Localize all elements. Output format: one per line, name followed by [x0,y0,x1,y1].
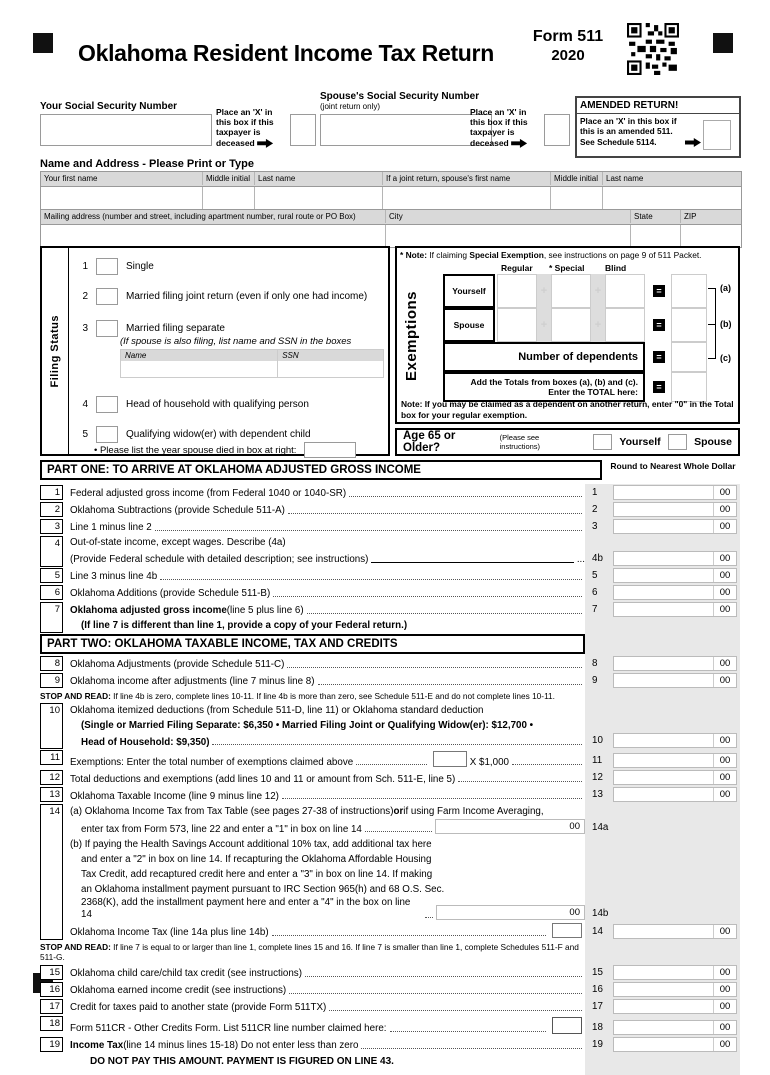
line-19-numbox: 19 [40,1037,63,1052]
line-16-text: Oklahoma earned income credit (see instructions) [70,984,287,996]
line-2-numbox: 2 [40,502,63,517]
form-id [518,27,618,66]
line-4: 4 Out-of-state income, except wages. Describe (4a) (Provide Federal schedule with detailed description; see instructions) ... 4b 00 [40,535,740,567]
stop-read-1-label: STOP AND READ: [40,691,111,701]
do-not-pay-note: DO NOT PAY THIS AMOUNT. PAYMENT IS FIGURED ON LINE 43. [90,1055,394,1067]
line-7-bold: Oklahoma adjusted gross income [70,605,227,617]
line-17-text: Credit for taxes paid to another state (provide Form 511TX) [70,1001,327,1013]
line-11-exemption-count-box[interactable] [433,751,467,767]
line-17-numbox: 17 [40,999,63,1014]
married-separate-label: Married filing separate [126,323,225,334]
zip-header: ZIP [684,212,697,221]
line-14-amount[interactable]: 00 [613,924,737,939]
filing-status-option-single: 1 Single [78,258,154,275]
single-checkbox[interactable] [96,258,118,275]
state-input[interactable] [631,225,681,247]
bracket-line [715,288,716,358]
line-9-text: Oklahoma income after adjustments (line 7 minus line 8) [70,676,315,688]
line-5-text: Line 3 minus line 4b [70,571,158,583]
line-10-text2: (Single or Married Filing Separate: $6,350 • Married Filing Joint or Qualifying Widow(er): $12,700 • [81,719,534,731]
city-header: City [386,210,631,223]
line-10: 10 Oklahoma itemized deductions (from Schedule 511-D, line 11) or Oklahoma standard deduction (Single or Married Filing Separate: $6,350 • Married Filing Joint or Qualifying Widow(er): $12,700 • Head of Household: $9,350) 10 00 [40,702,740,749]
spouse-last-name-header: Last name [606,174,644,183]
special-column-header: * Special [549,263,585,273]
equals-sign: = [653,319,665,331]
line-4b-amount[interactable]: 00 [613,551,737,566]
line-18-credit-number-box[interactable] [552,1017,582,1034]
round-note: Round to Nearest Whole Dollar [610,461,736,471]
line-15: 15 Oklahoma child care/child tax credit (see instructions) 15 00 [40,964,740,981]
line-2-text: Oklahoma Subtractions (provide Schedule 511-A) [70,505,285,517]
page-title: Oklahoma Resident Income Tax Return [78,40,494,66]
yourself-regular-box[interactable] [497,274,537,308]
line-14b-text5: 2368(K), add the installment payment here and enter a "4" in the box on line 14 [81,897,411,921]
line-2-amount[interactable]: 00 [613,502,737,517]
line-18-numbox: 18 [40,1016,63,1031]
equals-sign: = [653,351,665,363]
age-65-sub: (Please see instructions) [499,433,541,451]
part-one-header: PART ONE: TO ARRIVE AT OKLAHOMA ADJUSTED GROSS INCOME [40,460,602,480]
filing-status-side-label: Filing Status [49,314,61,388]
spouse-name-header: Name [121,350,278,361]
spouse-middle-initial-input[interactable] [551,187,603,209]
filing-status-option-hoh: 4 Head of household with qualifying person [78,396,309,413]
amended-return-checkbox[interactable] [703,120,731,150]
line-9: 9 Oklahoma income after adjustments (line 7 minus line 8) 9 00 [40,672,740,689]
form-year: 2020 [551,47,585,64]
bracket-tick-a [708,288,716,289]
line-14-code-box[interactable] [552,923,582,938]
age-65-spouse-label: Spouse [694,436,732,448]
spouse-ssn-header: SSN [282,351,299,360]
exemptions-side [399,278,423,394]
form-lines [40,484,740,1075]
line-1-text: Federal adjusted gross income (from Federal 1040 or 1040-SR) [70,488,347,500]
your-deceased-note: Place an 'X' in this box if this taxpayer is deceased [216,107,274,148]
line-6-numbox: 6 [40,585,63,600]
line-10-amount[interactable]: 00 [613,733,737,748]
spouse-blind-box[interactable] [605,308,645,342]
plus-sign: + [591,274,605,308]
line-7-numbox: 7 [40,602,63,633]
line-9-numbox: 9 [40,673,63,688]
line-14-total-text: Oklahoma Income Tax (line 14a plus line 14b) [70,927,269,939]
spouse-ssn-input[interactable] [320,114,492,146]
line-14b-text4: an Oklahoma installment payment pursuant to IRC Section 965(h) and 68 O.S. Sec. [81,883,445,895]
bracket-tick-b [708,324,716,325]
line-7-amount[interactable]: 00 [613,602,737,617]
widow-year-row [94,442,356,458]
part-two-row [40,633,740,655]
yourself-label: Yourself [443,274,495,308]
mailing-address-input[interactable] [41,225,386,247]
line-15-amount[interactable]: 00 [613,965,737,980]
line-14a-text1: (a) Oklahoma Income Tax from Tax Table (see pages 27-38 of instructions) [70,805,394,817]
widow-year-input[interactable] [304,442,356,458]
spouse-ssn-sublabel: (joint return only) [320,102,381,111]
spouse-name-ssn-table [120,349,384,378]
married-joint-checkbox[interactable] [96,288,118,305]
name-address-title: Name and Address - Please Print or Type [40,158,254,170]
married-separate-checkbox[interactable] [96,320,118,337]
line-14a-amount[interactable]: 00 [435,819,585,834]
amended-return-note: Place an 'X' in this box if this is an amended 511. See Schedule 5114. [580,116,677,147]
plus-sign: + [591,308,605,342]
line-10-numbox: 10 [40,703,63,749]
total-a-box[interactable] [671,274,707,308]
your-deceased-checkbox[interactable] [290,114,316,146]
line-8-amount[interactable]: 00 [613,656,737,671]
line-3-text: Line 1 minus line 2 [70,522,152,534]
yourself-blind-box[interactable] [605,274,645,308]
dependent-claim-note: Note: If you may be claimed as a dependent on another return, enter "0" in the Total box for your regular exemption. [401,399,734,420]
amended-return-box [575,96,741,158]
spouse-special-box[interactable] [551,308,591,342]
line-5-numbox: 5 [40,568,63,583]
your-ssn-input[interactable] [40,114,212,146]
bracket-label-b: (b) [720,319,732,329]
state-header: State [631,210,681,223]
line-7: 7 Oklahoma adjusted gross income (line 5 plus line 6) 7 00 (If line 7 is different than line 1, provide a copy of your Federal return.) [40,601,740,633]
line-19-rest: (line 14 minus lines 15-18) Do not enter less than zero [123,1039,359,1051]
line-14-numbox: 14 [40,804,63,940]
line-8-text: Oklahoma Adjustments (provide Schedule 511-C) [70,659,285,671]
spouse-regular-box[interactable] [497,308,537,342]
number-of-dependents-box: Number of dependents [443,342,645,372]
line-14b-text2: and enter a "2" in box on line 14. If recapturing the Oklahoma Affordable Housing [81,853,432,865]
middle-initial-header: Middle initial [203,172,255,185]
address-input-row [41,224,741,247]
spouse-ssn-label: Spouse's Social Security Number [320,91,480,102]
line-2: 2 Oklahoma Subtractions (provide Schedule 511-A) 2 00 [40,501,740,518]
zip-input[interactable] [681,225,741,247]
age-65-yourself-checkbox[interactable] [593,434,612,450]
form-number: Form 511 [532,28,604,45]
line-15-numbox: 15 [40,965,63,980]
married-joint-label: Married filing joint return (even if only one had income) [126,291,368,302]
line-18-amount[interactable]: 00 [613,1020,737,1035]
exemptions-section [395,246,740,424]
line-1-amount[interactable]: 00 [613,485,737,500]
name-input-row [41,186,741,209]
line-19: 19 Income Tax (line 14 minus lines 15-18) Do not enter less than zero 19 00 [40,1036,740,1053]
spouse-name-input[interactable] [121,361,278,377]
qualifying-widow-checkbox[interactable] [96,426,118,443]
plus-sign: + [537,308,551,342]
part-two-header: PART TWO: OKLAHOMA TAXABLE INCOME, TAX AND CREDITS [40,634,585,654]
equals-sign: = [653,285,665,297]
line-14a-text2: enter tax from Form 573, line 22 and enter a "1" in box on line 14 [81,823,362,835]
age-65-yourself-label: Yourself [619,436,661,448]
exemptions-side-label: Exemptions [402,290,420,382]
line-4-text2: (Provide Federal schedule with detailed description; see instructions) [70,554,369,566]
line-3-amount[interactable]: 00 [613,519,737,534]
line-14b-text1: (b) If paying the Health Savings Account additional 10% tax, add additional tax here [70,838,432,850]
line-13: 13 Oklahoma Taxable Income (line 9 minus line 12) 13 00 [40,786,740,803]
line-19-bold: Income Tax [70,1039,124,1051]
line-4a-describe-input[interactable] [371,562,573,563]
stop-read-2-label: STOP AND READ: [40,941,111,952]
right-arrow-icon [511,139,527,148]
city-input[interactable] [386,225,631,247]
line-8-numbox: 8 [40,656,63,671]
address-header-row [41,209,741,224]
bracket-label-a: (a) [720,283,731,293]
exemption-total-input[interactable] [671,372,707,402]
line-11-amount[interactable]: 00 [613,753,737,768]
filing-status-section [40,246,390,456]
single-label: Single [126,261,154,272]
filing-status-option-joint: 2 Married filing joint return (even if only one had income) [78,288,367,305]
spouse-label: Spouse [443,308,495,342]
spouse-deceased-note: Place an 'X' in this box if this taxpayer is deceased [470,107,528,148]
filing-status-option-widow: 5 Qualifying widow(er) with dependent child [78,426,311,443]
line-3: 3 Line 1 minus line 2 3 00 [40,518,740,535]
first-name-header: Your first name [41,172,203,185]
stop-read-2-text: If line 7 is equal to or larger than line 1, complete lines 15 and 16. If line 7 is smaller than line 1, complete Schedules 511-F and 511-G. [40,941,579,963]
line-14: 14 (a) Oklahoma Income Tax from Tax Table (see pages 27-38 of instructions) or if using Farm Income Averaging, enter tax from Form 573, line 22 and enter a "1" in box on line 14 00 14a (b) If paying the Health Savings Account additional 10% tax, add additional tax here and enter a "2" in box on line 14. If recapturing the Oklahoma Affordable Housing Tax Credit, add recaptured credit here and enter a "3" in box on line 14. If making an Oklahoma installment payment pursuant to IRC Section 965(h) and 68 O.S. Sec. 2368(K), add the installment payment here and enter a "4" in the box on line 14 00 14b Oklahoma Income Tax (line 14a plus line 14b) 14 00 [40,803,740,940]
line-11-multiplier: X $1,000 [469,756,509,768]
line-6-amount[interactable]: 00 [613,585,737,600]
regular-column-header: Regular [501,263,533,273]
last-name-header: Last name [255,172,383,185]
age-65-spouse-checkbox[interactable] [668,434,687,450]
head-of-household-checkbox[interactable] [96,396,118,413]
line-13-numbox: 13 [40,787,63,802]
line-6: 6 Oklahoma Additions (provide Schedule 511-B) 6 00 [40,584,740,601]
line-7-rest: (line 5 plus line 6) [226,605,304,617]
plus-sign: + [537,274,551,308]
line-8: 8 Oklahoma Adjustments (provide Schedule 511-C) 8 00 [40,655,740,672]
regmark-top-right [713,33,733,53]
line-16-amount[interactable]: 00 [613,982,737,997]
your-ssn-label: Your Social Security Number [40,101,178,112]
line-9-amount[interactable]: 00 [613,673,737,688]
head-of-household-label: Head of household with qualifying person [126,399,309,410]
stop-read-2 [40,940,740,964]
line-5-amount[interactable]: 00 [613,568,737,583]
line-19-amount[interactable]: 00 [613,1037,737,1052]
filing-status-option-separate: 3 Married filing separate [78,320,225,337]
line-15-text: Oklahoma child care/child tax credit (see instructions) [70,967,302,979]
line-12-numbox: 12 [40,770,63,785]
right-arrow-icon [257,139,273,148]
last-name-input[interactable] [255,187,383,209]
name-header-row [41,171,741,186]
line-14b-text3: Tax Credit, add recaptured credit here and enter a "3" in box on line 14. If making [81,868,433,880]
middle-initial-input[interactable] [203,187,255,209]
line-4-text1: Out-of-state income, except wages. Describe (4a) [70,537,286,549]
spouse-middle-initial-header: Middle initial [551,172,603,185]
line-16: 16 Oklahoma earned income credit (see instructions) 16 00 [40,981,740,998]
line-17: 17 Credit for taxes paid to another state (provide Form 511TX) 17 00 [40,998,740,1015]
line-16-numbox: 16 [40,982,63,997]
age-65-section [395,428,740,456]
line-13-amount[interactable]: 00 [613,787,737,802]
age-65-question: Age 65 or Older? [403,430,456,454]
line-7-note: (If line 7 is different than line 1, provide a copy of your Federal return.) [81,620,408,632]
line-13-text: Oklahoma Taxable Income (line 9 minus line 12) [70,790,279,802]
line-18-text: Form 511CR - Other Credits Form. List 511CR line number claimed here: [70,1022,387,1034]
do-not-pay-row [40,1053,740,1069]
qr-code [627,23,679,75]
yourself-special-box[interactable] [551,274,591,308]
stop-read-1-text: If line 4b is zero, complete lines 10-11. If line 4b is more than zero, see Schedule 511-E and do not complete lines 10-11. [110,691,555,701]
total-c-box[interactable] [671,342,707,372]
line-1-numbox: 1 [40,485,63,500]
special-exemption-note: * Note: If claiming Special Exemption, see instructions on page 9 of 511 Packet. [400,250,702,260]
first-name-input[interactable] [41,187,203,209]
spouse-deceased-checkbox[interactable] [544,114,570,146]
line-6-text: Oklahoma Additions (provide Schedule 511-B) [70,588,271,600]
equals-sign: = [653,381,665,393]
line-1: 1 Federal adjusted gross income (from Federal 1040 or 1040-SR) 1 00 [40,484,740,501]
bracket-tick-c [708,358,716,359]
bracket-label-c: (c) [720,353,731,363]
spouse-ssn-input-fs[interactable] [278,361,383,377]
mailing-address-header: Mailing address (number and street, including apartment number, rural route or PO Box) [41,210,386,223]
qualifying-widow-label: Qualifying widow(er) with dependent child [126,429,311,440]
line-17-amount[interactable]: 00 [613,999,737,1014]
amended-return-title: AMENDED RETURN! [577,98,739,114]
widow-year-note: • Please list the year spouse died in box at right: [94,444,297,456]
line-12: 12 Total deductions and exemptions (add lines 10 and 11 or amount from Sch. 511-E, line 5) 12 00 [40,769,740,786]
stop-read-1 [40,689,740,702]
gray-band-filler [40,1069,740,1075]
spouse-last-name-input[interactable] [603,187,741,209]
line-3-numbox: 3 [40,519,63,534]
blind-column-header: Blind [605,263,627,273]
regmark-top-left [33,33,53,53]
line-14b-amount[interactable]: 00 [436,905,585,920]
line-10-text3: Head of Household: $9,350) [81,736,210,748]
line-12-amount[interactable]: 00 [613,770,737,785]
total-b-box[interactable] [671,308,707,342]
line-11-numbox: 11 [40,750,63,765]
spouse-first-name-input[interactable] [383,187,551,209]
married-separate-note: (If spouse is also filing, list name and SSN in the boxes [120,336,352,347]
line-4-numbox: 4 [40,536,63,567]
line-11-text: Exemptions: Enter the total number of exemptions claimed above [70,756,354,768]
line-12-text: Total deductions and exemptions (add lines 10 and 11 or amount from Sch. 511-E, line 5) [70,773,456,785]
filing-status-side [42,248,69,454]
line-5: 5 Line 3 minus line 4b 5 00 [40,567,740,584]
line-10-text1: Oklahoma itemized deductions (from Schedule 511-D, line 11) or Oklahoma standard deduction [70,704,484,716]
spouse-first-name-header: If a joint return, spouse's first name [383,172,551,185]
exemption-total-box: Add the Totals from boxes (a), (b) and (c). Enter the TOTAL here: [443,372,645,402]
line-11: 11 Exemptions: Enter the total number of exemptions claimed above X $1,000 11 00 [40,749,740,769]
name-address-table [40,171,742,248]
line-18: 18 Form 511CR - Other Credits Form. List 511CR line number claimed here: 18 00 [40,1015,740,1036]
